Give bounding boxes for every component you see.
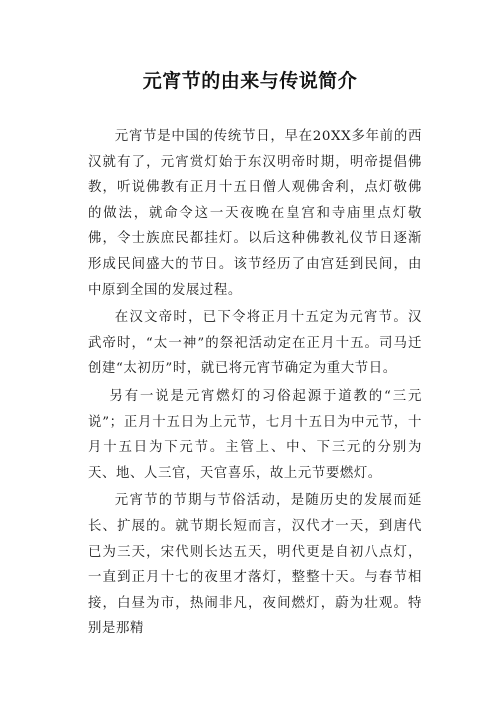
paragraph-festival-period: 元宵节的节期与节俗活动，是随历史的发展而延长、扩展的。就节期长短而言，汉代才一天，到唐代已为三天，宋代则长达五天，明代更是自初八点灯，一直到正月十七的夜里才落灯，整整十天。与春节相接，白昼为市，热闹非凡，夜间燃灯，蔚为壮观。特别是那精	[88, 493, 422, 637]
paragraph-han-dynasty: 在汉文帝时，已下令将正月十五定为元宵节。汉武帝时，“太一神”的祭祀活动定在正月十五。司马迁创建“太初历”时，就已将元宵节确定为重大节日。	[88, 310, 422, 377]
paragraph-taoist-legend: 另有一说是元宵燃灯的习俗起源于道教的“三元说”；正月十五日为上元节，七月十五日为中元节，十月十五日为下元节。主管上、中、下三元的分别为天、地、人三官，天官喜乐，故上元节要燃灯。	[88, 388, 422, 481]
document-title: 元宵节的由来与传说简介	[142, 70, 358, 92]
paragraph-origin: 元宵节是中国的传统节日，早在20XX多年前的西汉就有了，元宵赏灯始于东汉明帝时期，明帝提倡佛教，听说佛教有正月十五日僧人观佛舍利，点灯敬佛的做法，就命令这一天夜晚在皇宫和寺庙里点灯敬佛，令士族庶民都挂灯。以后这种佛教礼仪节日逐渐形成民间盛大的节日。该节经历了由宫廷到民间，由中原到全国的发展过程。	[88, 129, 422, 298]
document-body	[88, 124, 422, 644]
